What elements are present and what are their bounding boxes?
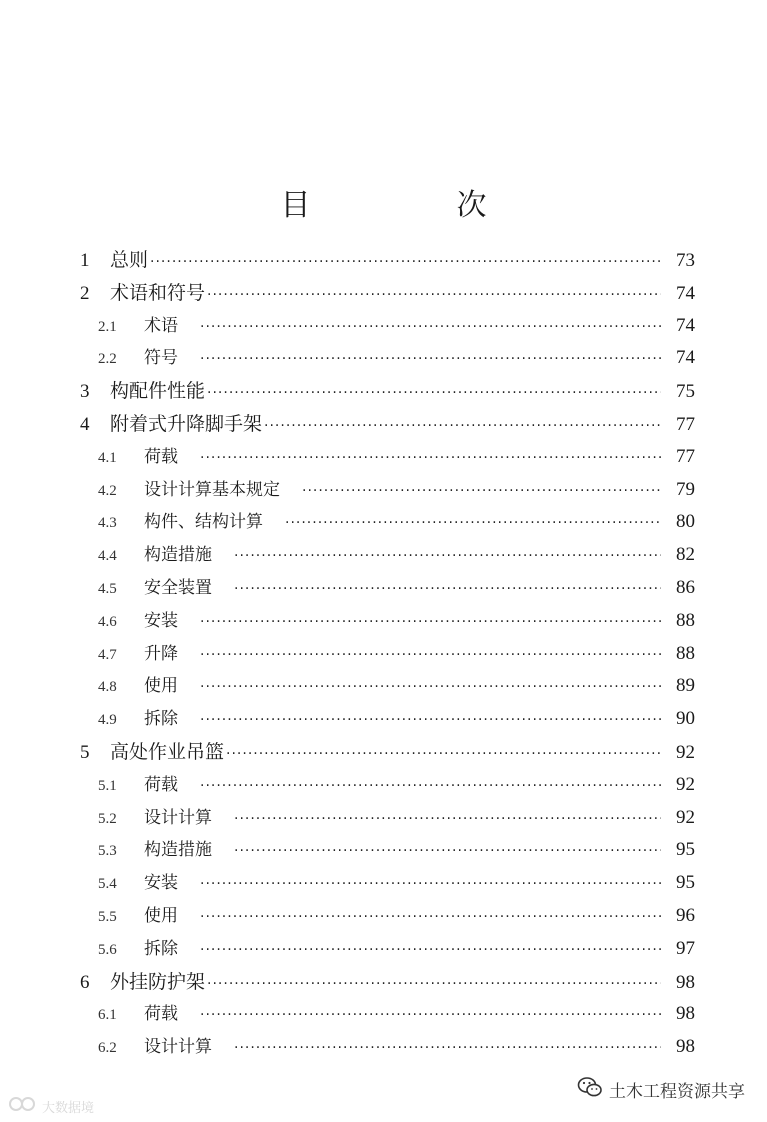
toc-entry-title: 拆除 [144, 938, 178, 959]
toc-entry-title: 构配件性能 [110, 380, 206, 403]
toc-entry-number: 2.2 [98, 351, 117, 368]
toc-entry-title: 附着式升降脚手架 [110, 412, 263, 435]
toc-dot-leader [285, 515, 661, 531]
toc-entry-page: 98 [676, 971, 695, 993]
toc-entry-title: 符号 [144, 348, 178, 369]
toc-entry-title: 升降 [144, 643, 178, 664]
toc-entry-page: 74 [676, 314, 695, 336]
toc-section-entry[interactable] [80, 901, 695, 934]
toc-dot-leader [264, 418, 661, 434]
toc-entry-number: 4.5 [98, 580, 117, 597]
toc-section-entry[interactable] [80, 606, 695, 639]
watermark-left-text: 大数据境 [42, 1100, 95, 1116]
toc-dot-leader [200, 679, 661, 695]
toc-entry-page: 95 [676, 839, 695, 861]
toc-entry-number: 4.4 [98, 548, 117, 565]
toc-entry-number: 5.5 [98, 908, 117, 925]
toc-entry-number: 4.3 [98, 515, 117, 532]
toc-entry-number: 1 [80, 250, 90, 271]
wechat-icon [577, 1076, 603, 1103]
toc-entry-number: 5.1 [98, 777, 117, 794]
camera-logo-icon [8, 1096, 38, 1116]
toc-entry-page: 89 [676, 675, 695, 697]
toc-entry-page: 82 [676, 544, 695, 566]
toc-entry-page: 77 [676, 445, 695, 467]
toc-entry-title: 高处作业吊篮 [110, 740, 225, 763]
toc-entry-number: 4.7 [98, 646, 117, 663]
toc-entry-number: 5.2 [98, 810, 117, 827]
toc-dot-leader [200, 909, 661, 925]
toc-entry-page: 77 [676, 413, 695, 435]
toc-dot-leader [200, 319, 661, 335]
toc-entry-number: 4.8 [98, 679, 117, 696]
toc-entry-number: 6.2 [98, 1040, 117, 1057]
toc-entry-page: 86 [676, 576, 695, 598]
toc-entry-number: 4.1 [98, 449, 117, 466]
toc-section-entry[interactable] [80, 704, 695, 737]
toc-entry-page: 96 [676, 904, 695, 926]
toc-entry-title: 拆除 [144, 709, 178, 730]
toc-section-entry[interactable] [80, 573, 695, 606]
toc-entry-page: 98 [676, 1003, 695, 1025]
toc-section-entry[interactable] [80, 442, 695, 475]
toc-dot-leader [150, 254, 661, 270]
page-title: 目 次 [280, 188, 545, 224]
toc-dot-leader [200, 942, 661, 958]
toc-dot-leader [200, 614, 661, 630]
toc-chapter-entry[interactable] [80, 245, 695, 278]
toc-dot-leader [200, 712, 661, 728]
toc-entry-page: 88 [676, 609, 695, 631]
toc-entry-title: 构造措施 [144, 840, 212, 861]
table-of-contents [80, 245, 695, 1065]
toc-entry-title: 荷载 [144, 446, 178, 467]
toc-entry-title: 使用 [144, 905, 178, 926]
toc-entry-page: 90 [676, 708, 695, 730]
toc-entry-title: 术语 [144, 315, 178, 336]
toc-chapter-entry[interactable] [80, 409, 695, 442]
toc-chapter-entry[interactable] [80, 967, 695, 1000]
toc-entry-number: 4.9 [98, 712, 117, 729]
toc-entry-number: 5 [80, 741, 90, 763]
toc-section-entry[interactable] [80, 835, 695, 868]
toc-entry-page: 79 [676, 478, 695, 500]
toc-chapter-entry[interactable] [80, 278, 695, 311]
toc-dot-leader [207, 287, 661, 303]
toc-dot-leader [234, 1040, 661, 1056]
toc-entry-number: 6 [80, 971, 90, 993]
toc-entry-number: 4.2 [98, 482, 117, 499]
toc-entry-title: 使用 [144, 676, 178, 697]
watermark-right [577, 1076, 745, 1103]
toc-entry-page: 80 [676, 511, 695, 533]
toc-entry-title: 外挂防护架 [110, 970, 206, 993]
toc-entry-title: 安装 [144, 610, 178, 631]
toc-entry-page: 97 [676, 937, 695, 959]
toc-section-entry[interactable] [80, 770, 695, 803]
toc-entry-page: 88 [676, 642, 695, 664]
toc-entry-title: 术语和符号 [110, 281, 206, 304]
toc-section-entry[interactable] [80, 639, 695, 672]
toc-dot-leader [200, 647, 661, 663]
toc-entry-number: 4.6 [98, 613, 117, 630]
toc-section-entry[interactable] [80, 343, 695, 376]
toc-dot-leader [302, 483, 661, 499]
toc-entry-title: 设计计算基本规定 [144, 479, 280, 500]
toc-section-entry[interactable] [80, 671, 695, 704]
toc-entry-page: 73 [676, 250, 695, 271]
toc-entry-title: 构件、结构计算 [144, 512, 263, 533]
toc-chapter-entry[interactable] [80, 376, 695, 409]
toc-entry-title: 安装 [144, 873, 178, 894]
toc-entry-number: 2.1 [98, 318, 117, 335]
toc-entry-title: 设计计算 [144, 807, 212, 828]
toc-dot-leader [234, 548, 661, 564]
toc-dot-leader [200, 351, 661, 367]
toc-entry-number: 5.6 [98, 941, 117, 958]
toc-dot-leader [226, 746, 661, 762]
toc-entry-page: 92 [676, 741, 695, 763]
toc-section-entry[interactable] [80, 311, 695, 344]
toc-entry-page: 95 [676, 872, 695, 894]
toc-dot-leader [200, 778, 661, 794]
toc-entry-title: 构造措施 [144, 545, 212, 566]
toc-section-entry[interactable] [80, 999, 695, 1032]
toc-dot-leader [234, 843, 661, 859]
toc-entry-page: 74 [676, 282, 695, 304]
toc-dot-leader [200, 450, 661, 466]
toc-entry-title: 设计计算 [144, 1037, 212, 1058]
toc-dot-leader [234, 811, 661, 827]
toc-dot-leader [234, 581, 661, 597]
toc-chapter-entry[interactable] [80, 737, 695, 770]
toc-dot-leader [200, 876, 661, 892]
toc-entry-page: 74 [676, 347, 695, 369]
toc-dot-leader [207, 385, 661, 401]
toc-section-entry[interactable] [80, 868, 695, 901]
toc-entry-title: 安全装置 [144, 577, 212, 598]
toc-entry-title: 荷载 [144, 774, 178, 795]
toc-entry-title: 总则 [110, 249, 149, 271]
toc-entry-number: 6.1 [98, 1007, 117, 1024]
toc-entry-page: 92 [676, 773, 695, 795]
toc-entry-page: 98 [676, 1036, 695, 1058]
toc-section-entry[interactable] [80, 475, 695, 508]
toc-section-entry[interactable] [80, 507, 695, 540]
toc-entry-number: 3 [80, 381, 90, 403]
toc-entry-page: 92 [676, 806, 695, 828]
toc-entry-title: 荷载 [144, 1004, 178, 1025]
toc-entry-number: 4 [80, 413, 90, 435]
toc-dot-leader [207, 976, 661, 992]
toc-section-entry[interactable] [80, 934, 695, 967]
toc-dot-leader [200, 1007, 661, 1023]
toc-entry-number: 2 [80, 282, 90, 304]
toc-section-entry[interactable] [80, 540, 695, 573]
toc-entry-number: 5.3 [98, 843, 117, 860]
toc-entry-number: 5.4 [98, 876, 117, 893]
watermark-left [8, 1096, 94, 1116]
toc-section-entry[interactable] [80, 803, 695, 836]
watermark-right-text: 土木工程资源共享 [609, 1082, 745, 1102]
toc-entry-page: 75 [676, 381, 695, 403]
toc-section-entry[interactable] [80, 1032, 695, 1065]
